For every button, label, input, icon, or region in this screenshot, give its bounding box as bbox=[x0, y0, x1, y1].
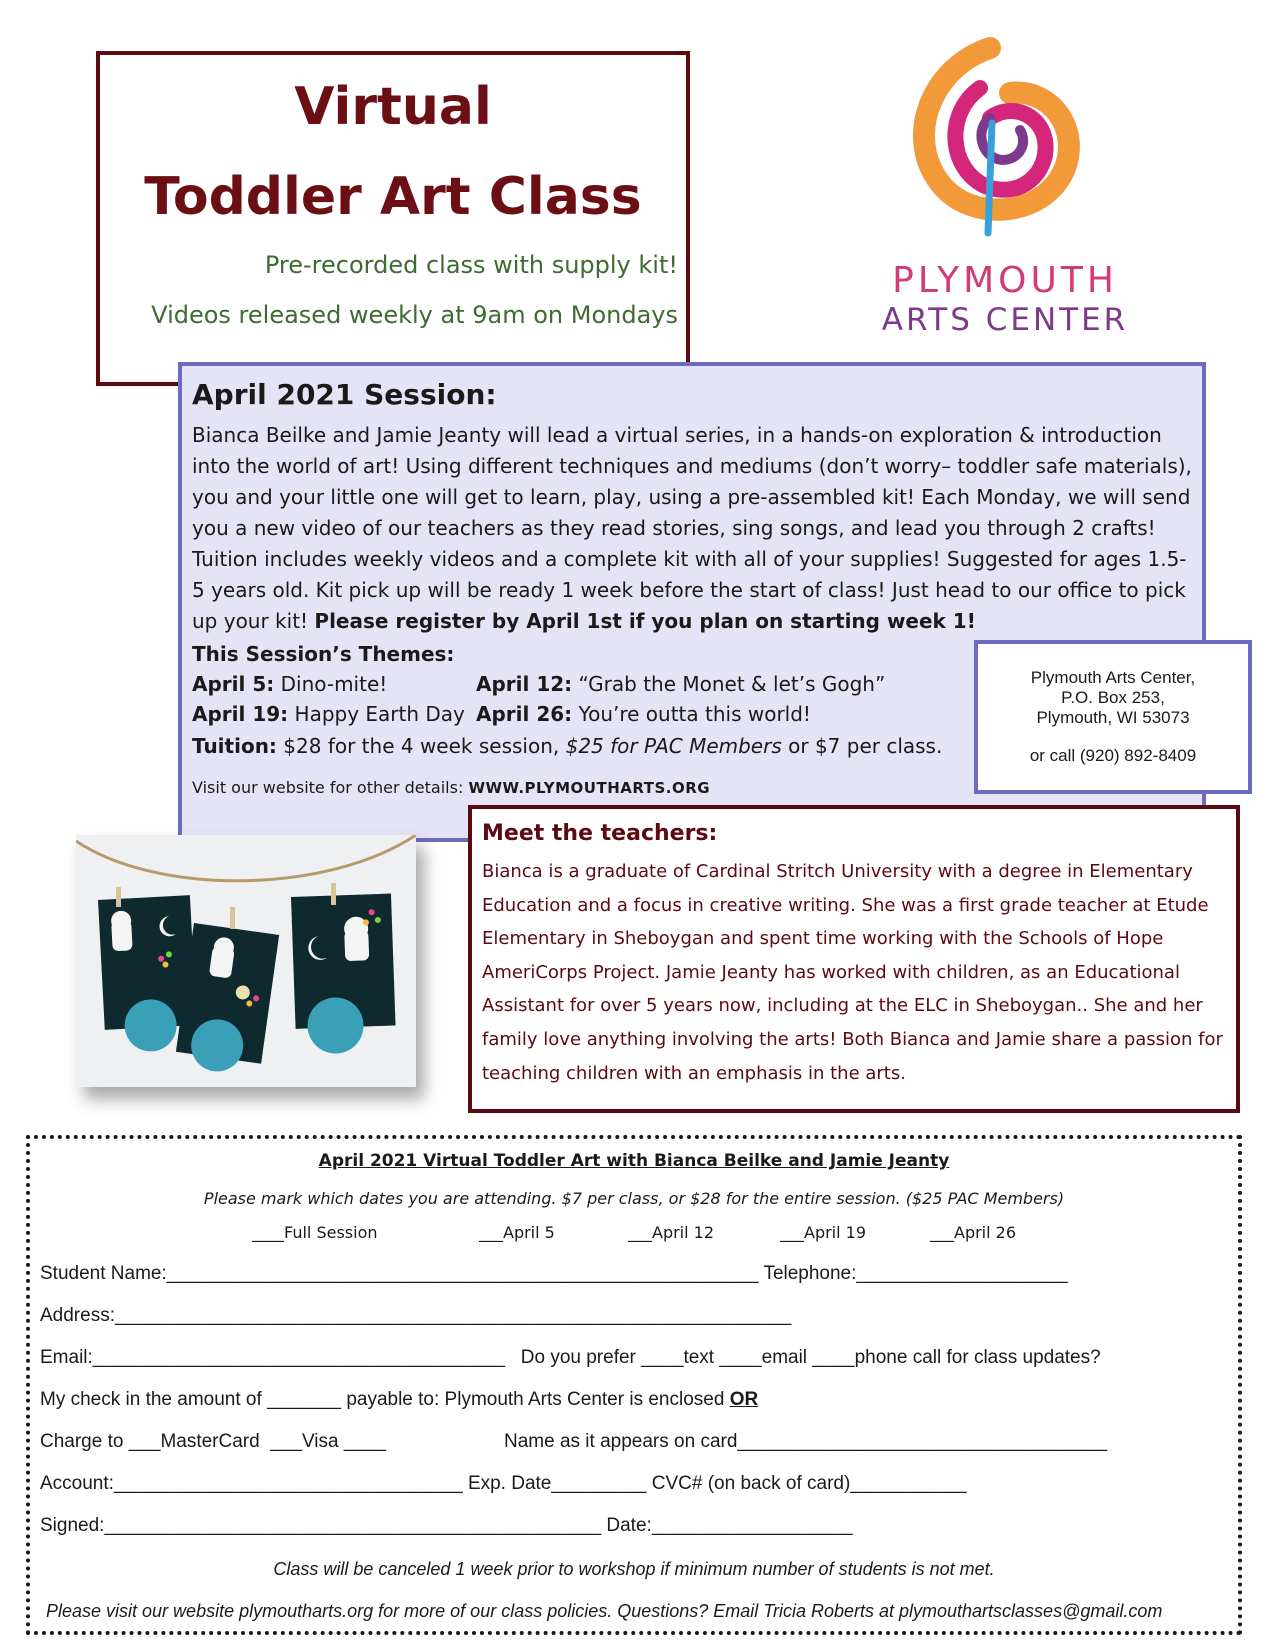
address-field[interactable]: ________________________________________________________________ bbox=[114, 1305, 792, 1326]
theme-date: April 5: bbox=[192, 672, 275, 696]
register-deadline: Please register by April 1st if you plan on starting week 1! bbox=[314, 609, 976, 633]
check-amount-field[interactable]: _______ bbox=[267, 1389, 342, 1410]
logo-swirl-icon bbox=[870, 28, 1140, 258]
tuition-per-class: or $7 per class. bbox=[788, 734, 943, 758]
teachers-box bbox=[468, 805, 1240, 1113]
account-label: Account: bbox=[40, 1473, 114, 1494]
option-april-19[interactable]: ___April 19 bbox=[780, 1223, 867, 1242]
prefer-phone-blank[interactable]: ____ bbox=[812, 1347, 855, 1368]
prefer-phone-label: phone call for class updates? bbox=[854, 1347, 1101, 1368]
or-label: OR bbox=[729, 1389, 759, 1410]
visa-label: Visa bbox=[301, 1431, 339, 1452]
title-line2: Toddler Art Class bbox=[144, 167, 642, 227]
signed-row bbox=[40, 1515, 853, 1537]
student-name-field[interactable]: ________________________________________________________ bbox=[166, 1263, 759, 1284]
signature-field[interactable]: _______________________________________________ bbox=[104, 1515, 602, 1536]
account-row bbox=[40, 1473, 967, 1495]
form-title: April 2021 Virtual Toddler Art with Bianca Beilke and Jamie Jeanty bbox=[318, 1151, 950, 1171]
cvc-field[interactable]: ___________ bbox=[850, 1473, 967, 1494]
date-label: Date: bbox=[606, 1515, 652, 1536]
option-april-5[interactable]: ___April 5 bbox=[479, 1223, 555, 1242]
charge-label: Charge to bbox=[40, 1431, 124, 1452]
prefer-text-label: text bbox=[683, 1347, 715, 1368]
artwork-photo bbox=[76, 835, 416, 1087]
address-box bbox=[974, 640, 1252, 794]
cancellation-note: Class will be canceled 1 week prior to workshop if minimum number of students is not met. bbox=[273, 1559, 995, 1579]
telephone-label: Telephone: bbox=[763, 1263, 857, 1284]
address-label: Address: bbox=[40, 1305, 115, 1326]
astronaut-artwork-image bbox=[76, 835, 416, 1087]
date-field[interactable]: ___________________ bbox=[651, 1515, 853, 1536]
other-card-blank[interactable]: ____ bbox=[343, 1431, 387, 1452]
email-label: Email: bbox=[40, 1347, 93, 1368]
card-name-label: Name as it appears on card bbox=[504, 1431, 738, 1452]
form-instructions: Please mark which dates you are attending. $7 per class, or $28 for the entire session. ($25 PAC Members) bbox=[203, 1189, 1065, 1208]
charge-row bbox=[40, 1431, 386, 1453]
title-line1: Virtual bbox=[294, 77, 492, 137]
account-field[interactable]: _________________________________ bbox=[113, 1473, 463, 1494]
address-row bbox=[40, 1305, 791, 1327]
theme-date: April 26: bbox=[476, 702, 573, 726]
cvc-label: CVC# (on back of card) bbox=[651, 1473, 851, 1494]
teachers-heading: Meet the teachers: bbox=[482, 821, 718, 846]
address-line2: P.O. Box 253, bbox=[1061, 688, 1165, 707]
email-field[interactable]: _______________________________________ bbox=[92, 1347, 505, 1368]
tuition-line bbox=[192, 734, 942, 758]
logo-text-plymouth: PLYMOUTH bbox=[892, 260, 1118, 301]
session-description bbox=[192, 420, 1197, 637]
registration-form bbox=[26, 1135, 1242, 1635]
exp-date-label: Exp. Date bbox=[467, 1473, 552, 1494]
theme-item bbox=[192, 672, 387, 696]
student-name-label: Student Name: bbox=[40, 1263, 167, 1284]
theme-date: April 19: bbox=[192, 702, 289, 726]
telephone-field[interactable]: ____________________ bbox=[856, 1263, 1068, 1284]
address-line3: Plymouth, WI 53073 bbox=[1036, 708, 1190, 727]
mastercard-blank[interactable]: ___ bbox=[128, 1431, 161, 1452]
visa-blank[interactable]: ___ bbox=[270, 1431, 302, 1452]
option-april-26[interactable]: ___April 26 bbox=[930, 1223, 1017, 1242]
tuition-price: $28 for the 4 week session, bbox=[283, 734, 560, 758]
session-heading: April 2021 Session: bbox=[192, 378, 497, 411]
signed-label: Signed: bbox=[40, 1515, 105, 1536]
theme-name: Happy Earth Day bbox=[294, 702, 465, 726]
session-body-text: Bianca Beilke and Jamie Jeanty will lead a virtual series, in a hands-on exploration & introduction into the world of art! Using different techniques and mediums (don’t worry– toddler safe materials), you and your little one will get to learn, play, using a pre-assembled kit! Each Monday, we will send you a new video of our teachers as they read stories, sing songs, and lead you through 2 crafts! Tuition includes weekly videos and a complete kit with all of your supplies! Suggested for ages 1.5-5 years old. Kit pick up will be ready 1 week before the start of class! Just head to our office to pick up your kit! bbox=[192, 423, 1192, 633]
theme-item bbox=[476, 672, 885, 696]
teachers-bio: Bianca is a graduate of Cardinal Stritch University with a degree in Elementary Education and a focus in creative writing. She was a first grade teacher at Etude Elementary in Sheboygan and spent time working with the Schools of Hope AmeriCorps Project. Jamie Jeanty has worked with children, as an Educational Assistant for over 5 years now, including at the ELC in Sheboygan.. She and her family love anything involving the arts! Both Bianca and Jamie share a passion for teaching children with an emphasis in the arts. bbox=[482, 861, 1223, 1084]
option-april-12[interactable]: ___April 12 bbox=[628, 1223, 715, 1242]
prefer-email-label: email bbox=[761, 1347, 808, 1368]
card-name-row bbox=[504, 1431, 1107, 1453]
student-name-row bbox=[40, 1263, 1068, 1285]
prefer-email-blank[interactable]: ____ bbox=[719, 1347, 762, 1368]
website-line bbox=[192, 778, 710, 797]
exp-date-field[interactable]: _________ bbox=[551, 1473, 647, 1494]
subtitle-videos-weekly: Videos released weekly at 9am on Mondays bbox=[151, 301, 678, 329]
card-name-field[interactable]: ___________________________________ bbox=[737, 1431, 1108, 1452]
check-payable: payable to: Plymouth Arts Center is enclosed bbox=[346, 1389, 725, 1410]
logo-text-arts-center: ARTS CENTER bbox=[881, 302, 1129, 338]
title-box bbox=[96, 51, 690, 386]
plymouth-arts-center-logo bbox=[870, 28, 1140, 348]
form-footer: Please visit our website plymoutharts.org for more of our class policies. Questions? Email Tricia Roberts at plymouthartsclasses@gmail.com bbox=[46, 1601, 1163, 1621]
website-link[interactable]: WWW.PLYMOUTHARTS.ORG bbox=[468, 779, 711, 797]
tuition-label: Tuition: bbox=[192, 734, 277, 758]
address-line1: Plymouth Arts Center, bbox=[1030, 668, 1196, 687]
subtitle-supply-kit: Pre-recorded class with supply kit! bbox=[264, 251, 678, 279]
option-full-session[interactable]: ____Full Session bbox=[252, 1223, 378, 1242]
email-row bbox=[40, 1347, 1101, 1369]
theme-item bbox=[476, 702, 811, 726]
theme-name: “Grab the Monet & let’s Gogh” bbox=[578, 672, 886, 696]
themes-label: This Session’s Themes: bbox=[192, 642, 455, 666]
phone-number: or call (920) 892-8409 bbox=[1029, 746, 1197, 765]
check-row bbox=[40, 1389, 758, 1411]
theme-date: April 12: bbox=[476, 672, 573, 696]
theme-name: You’re outta this world! bbox=[578, 702, 811, 726]
theme-item bbox=[192, 702, 465, 726]
prefer-text-blank[interactable]: ____ bbox=[641, 1347, 684, 1368]
check-label: My check in the amount of bbox=[40, 1389, 262, 1410]
tuition-member-price: $25 for PAC Members bbox=[565, 734, 782, 758]
prefer-label: Do you prefer bbox=[520, 1347, 636, 1368]
theme-name: Dino-mite! bbox=[280, 672, 388, 696]
mastercard-label: MasterCard bbox=[160, 1431, 260, 1452]
website-prefix: Visit our website for other details: bbox=[192, 778, 464, 797]
